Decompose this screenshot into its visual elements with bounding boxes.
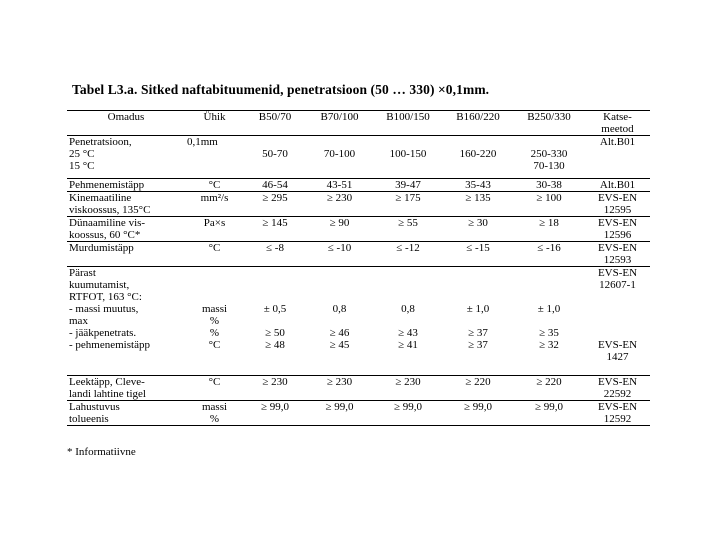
property-cell: Pehmenemistäpp	[67, 179, 185, 192]
table-row	[67, 192, 650, 217]
footnote: * Informatiivne	[67, 446, 136, 456]
method-cell: Alt.B01	[585, 136, 650, 179]
table-row	[67, 179, 650, 192]
value-cell: 35-43	[443, 179, 513, 192]
value-cell: ± 0,5 ≥ 50 ≥ 48	[244, 267, 306, 376]
value-cell: ≤ -12	[373, 242, 443, 267]
method-cell: EVS-EN 12592	[585, 401, 650, 426]
value-cell: 0,8 ≥ 46 ≥ 45	[306, 267, 373, 376]
table-row	[67, 267, 650, 376]
value-cell: ≥ 99,0	[306, 401, 373, 426]
value-cell: ≥ 90	[306, 217, 373, 242]
unit-cell: Pa×s	[185, 217, 244, 242]
value-cell: ≥ 100	[513, 192, 585, 217]
unit-cell: °C	[185, 179, 244, 192]
table-row	[67, 242, 650, 267]
header-row	[67, 111, 650, 136]
property-cell: Leektäpp, Cleve- landi lahtine tigel	[67, 376, 185, 401]
value-cell: 100-150	[373, 136, 443, 179]
unit-cell: massi % % °C	[185, 267, 244, 376]
table-row	[67, 136, 650, 179]
value-cell: ≥ 99,0	[513, 401, 585, 426]
col-header-b250-330: B250/330	[513, 111, 585, 136]
value-cell: ≥ 55	[373, 217, 443, 242]
method-cell: EVS-EN 12596	[585, 217, 650, 242]
table-row	[67, 376, 650, 401]
col-header-b50-70: B50/70	[244, 111, 306, 136]
value-cell: 43-51	[306, 179, 373, 192]
value-cell: 30-38	[513, 179, 585, 192]
value-cell: ± 1,0 ≥ 35 ≥ 32	[513, 267, 585, 376]
value-cell: 50-70	[244, 136, 306, 179]
value-cell: ≥ 145	[244, 217, 306, 242]
value-cell: ≥ 99,0	[373, 401, 443, 426]
method-cell: EVS-EN 22592	[585, 376, 650, 401]
property-cell: Dünaamiline vis- koossus, 60 °C*	[67, 217, 185, 242]
property-cell: Murdumistäpp	[67, 242, 185, 267]
unit-cell: massi %	[185, 401, 244, 426]
value-cell: 39-47	[373, 179, 443, 192]
value-cell: 0,8 ≥ 43 ≥ 41	[373, 267, 443, 376]
table-title: Tabel L3.a. Sitked naftabituumenid, penetratsioon (50 … 330) ×0,1mm.	[72, 82, 490, 97]
value-cell: ≥ 220	[443, 376, 513, 401]
value-cell: ≥ 220	[513, 376, 585, 401]
value-cell: ± 1,0 ≥ 37 ≥ 37	[443, 267, 513, 376]
property-cell: Lahustuvus tolueenis	[67, 401, 185, 426]
method-cell: EVS-EN 12593	[585, 242, 650, 267]
col-header-b160-220: B160/220	[443, 111, 513, 136]
col-header-test-method: Katse- meetod	[585, 111, 650, 136]
value-cell: 70-100	[306, 136, 373, 179]
value-cell: ≥ 175	[373, 192, 443, 217]
property-cell: Penetratsioon, 25 °C 15 °C	[67, 136, 185, 179]
value-cell: 160-220	[443, 136, 513, 179]
col-header-property: Omadus	[67, 111, 185, 136]
value-cell: ≥ 99,0	[244, 401, 306, 426]
property-cell: Kinemaatiline viskoossus, 135°C	[67, 192, 185, 217]
unit-cell: °C	[185, 242, 244, 267]
value-cell: ≥ 30	[443, 217, 513, 242]
value-cell: ≤ -16	[513, 242, 585, 267]
unit-cell: 0,1mm	[185, 136, 244, 179]
col-header-b70-100: B70/100	[306, 111, 373, 136]
property-cell: Pärast kuumutamist, RTFOT, 163 °C: - massi muutus, max - jääkpenetrats. - pehmenemistäpp	[67, 267, 185, 376]
unit-cell: mm²/s	[185, 192, 244, 217]
value-cell: ≥ 230	[306, 192, 373, 217]
col-header-b100-150: B100/150	[373, 111, 443, 136]
method-cell: EVS-EN 12595	[585, 192, 650, 217]
value-cell: ≤ -8	[244, 242, 306, 267]
value-cell: ≥ 230	[306, 376, 373, 401]
bitumen-spec-table	[67, 110, 650, 426]
value-cell: ≥ 230	[244, 376, 306, 401]
value-cell: ≤ -10	[306, 242, 373, 267]
value-cell: ≤ -15	[443, 242, 513, 267]
value-cell: ≥ 295	[244, 192, 306, 217]
method-cell: EVS-EN 12607-1 EVS-EN 1427	[585, 267, 650, 376]
value-cell: 250-330 70-130	[513, 136, 585, 179]
value-cell: 46-54	[244, 179, 306, 192]
table-row	[67, 217, 650, 242]
unit-cell: °C	[185, 376, 244, 401]
value-cell: ≥ 230	[373, 376, 443, 401]
value-cell: ≥ 135	[443, 192, 513, 217]
table-row	[67, 401, 650, 426]
method-cell: Alt.B01	[585, 179, 650, 192]
value-cell: ≥ 18	[513, 217, 585, 242]
col-header-unit: Ühik	[185, 111, 244, 136]
value-cell: ≥ 99,0	[443, 401, 513, 426]
